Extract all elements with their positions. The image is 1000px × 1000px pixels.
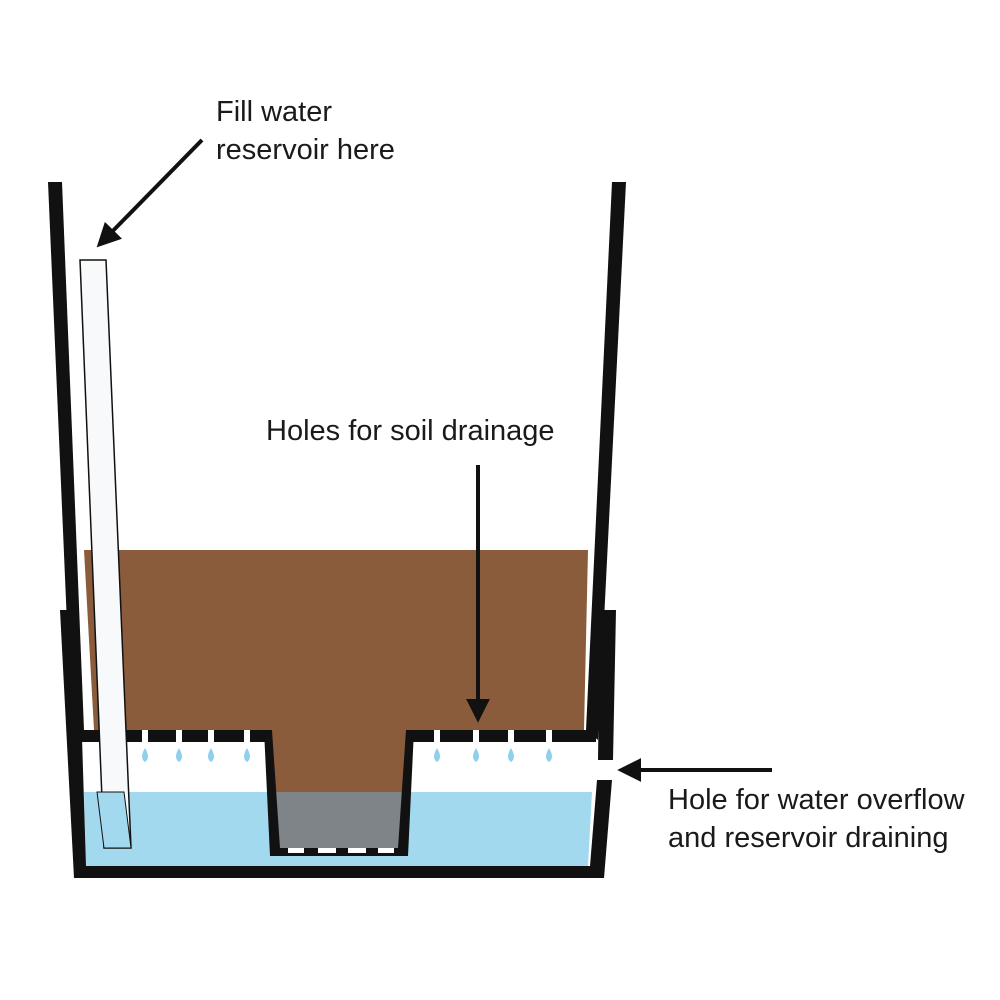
fill-reservoir-label-line2: reservoir here [216,134,395,166]
overflow-label-line2: and reservoir draining [668,822,949,854]
soil-drainage-label [266,412,555,450]
outer-pot-right-wall-lower [590,780,612,878]
fill-arrow [100,140,202,244]
outer-pot-base [74,866,604,878]
fill-reservoir-label [216,93,395,169]
soil-drainage-label-text: Holes for soil drainage [266,415,555,447]
overflow-label [668,781,965,857]
overflow-label-line1: Hole for water overflow [668,784,965,816]
fill-reservoir-label-line1: Fill water [216,96,333,128]
wick-basket-submerged [272,792,406,848]
